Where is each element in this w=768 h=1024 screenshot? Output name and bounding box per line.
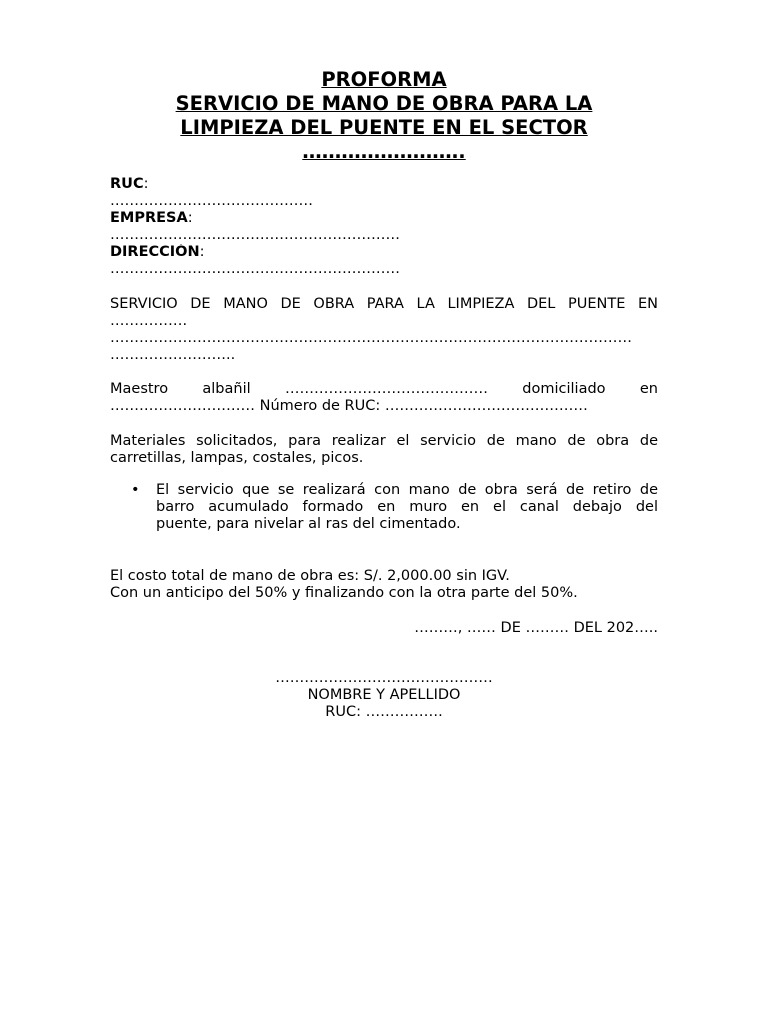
service-line-3: ………………………………………………………………………………………………: [110, 330, 632, 346]
service-line-1-word: MANO: [223, 296, 268, 312]
ruc-field: RUC:: [110, 176, 149, 192]
maestro-line-2: ………………………… Número de RUC: ……………………………………: [110, 398, 588, 414]
title-line-2: SERVICIO DE MANO DE OBRA PARA LA: [175, 92, 593, 115]
service-line-1-word: PARA: [366, 296, 404, 312]
title-line-1: PROFORMA: [321, 68, 447, 91]
maestro-paragraph: [110, 381, 658, 415]
service-line-4: ……………………..: [110, 347, 236, 363]
maestro-line-1: [110, 381, 658, 398]
service-line-1: [110, 296, 658, 313]
direccion-label: DIRECCIÓN: [110, 244, 200, 260]
cost-paragraph: [110, 568, 658, 602]
service-line-1-word: PUENTE: [567, 296, 626, 312]
service-line-2: …………….: [110, 313, 188, 329]
maestro-line-1-word: domiciliado: [522, 381, 606, 397]
cost-line-1: El costo total de mano de obra es: S/. 2,000.00 sin IGV.: [110, 568, 510, 584]
materiales-paragraph: [110, 433, 658, 467]
date-line: ………, …… DE ……… DEL 202…..: [414, 620, 658, 636]
materiales-line-1: Materiales solicitados, para realizar el servicio de mano de obra de: [110, 433, 658, 449]
cost-line-2: Con un anticipo del 50% y finalizando con la otra parte del 50%.: [110, 585, 578, 601]
signature-name: NOMBRE Y APELLIDO: [307, 687, 461, 703]
bullet-line-2: barro acumulado formado en muro en el canal debajo del: [156, 499, 658, 515]
signature-ruc: RUC: …………….: [325, 704, 443, 720]
service-line-1-word: EN: [637, 296, 658, 312]
maestro-line-1-word: Maestro: [110, 381, 169, 397]
bullet-text: [156, 482, 658, 533]
signature-block: [110, 670, 658, 721]
ruc-value: ……………………………………: [110, 193, 313, 209]
service-line-1-word: LA: [416, 296, 435, 312]
materiales-line-2: carretillas, lampas, costales, picos.: [110, 450, 364, 466]
client-fields: [110, 176, 658, 278]
service-line-1-word: DEL: [526, 296, 556, 312]
bullet-line-1: El servicio que se realizará con mano de obra será de retiro de: [156, 482, 658, 498]
service-line-1-word: OBRA: [313, 296, 355, 312]
signature-dots: ………………………………………: [275, 670, 493, 686]
title-line-3: LIMPIEZA DEL PUENTE EN EL SECTOR: [180, 116, 588, 139]
bullet-line-3: puente, para nivelar al ras del cimentado.: [156, 516, 461, 532]
maestro-line-1-word: en: [639, 381, 658, 397]
empresa-label: EMPRESA: [110, 210, 188, 226]
bullet-icon: •: [131, 482, 140, 498]
maestro-line-1-word: albañil: [202, 381, 251, 397]
direccion-value: ……………………………………………………: [110, 261, 400, 277]
maestro-line-1-word: ……………………………………: [284, 381, 488, 397]
service-line-1-word: DE: [280, 296, 301, 312]
title-line-4: …………………….: [302, 140, 466, 163]
empresa-field: EMPRESA:: [110, 210, 193, 226]
service-line-1-word: SERVICIO: [110, 296, 178, 312]
direccion-field: DIRECCIÓN:: [110, 244, 205, 260]
service-paragraph: [110, 296, 658, 364]
document-title: [110, 68, 658, 164]
service-line-1-word: DE: [190, 296, 211, 312]
empresa-value: ……………………………………………………: [110, 227, 400, 243]
service-line-1-word: LIMPIEZA: [447, 296, 515, 312]
ruc-label: RUC: [110, 176, 144, 192]
